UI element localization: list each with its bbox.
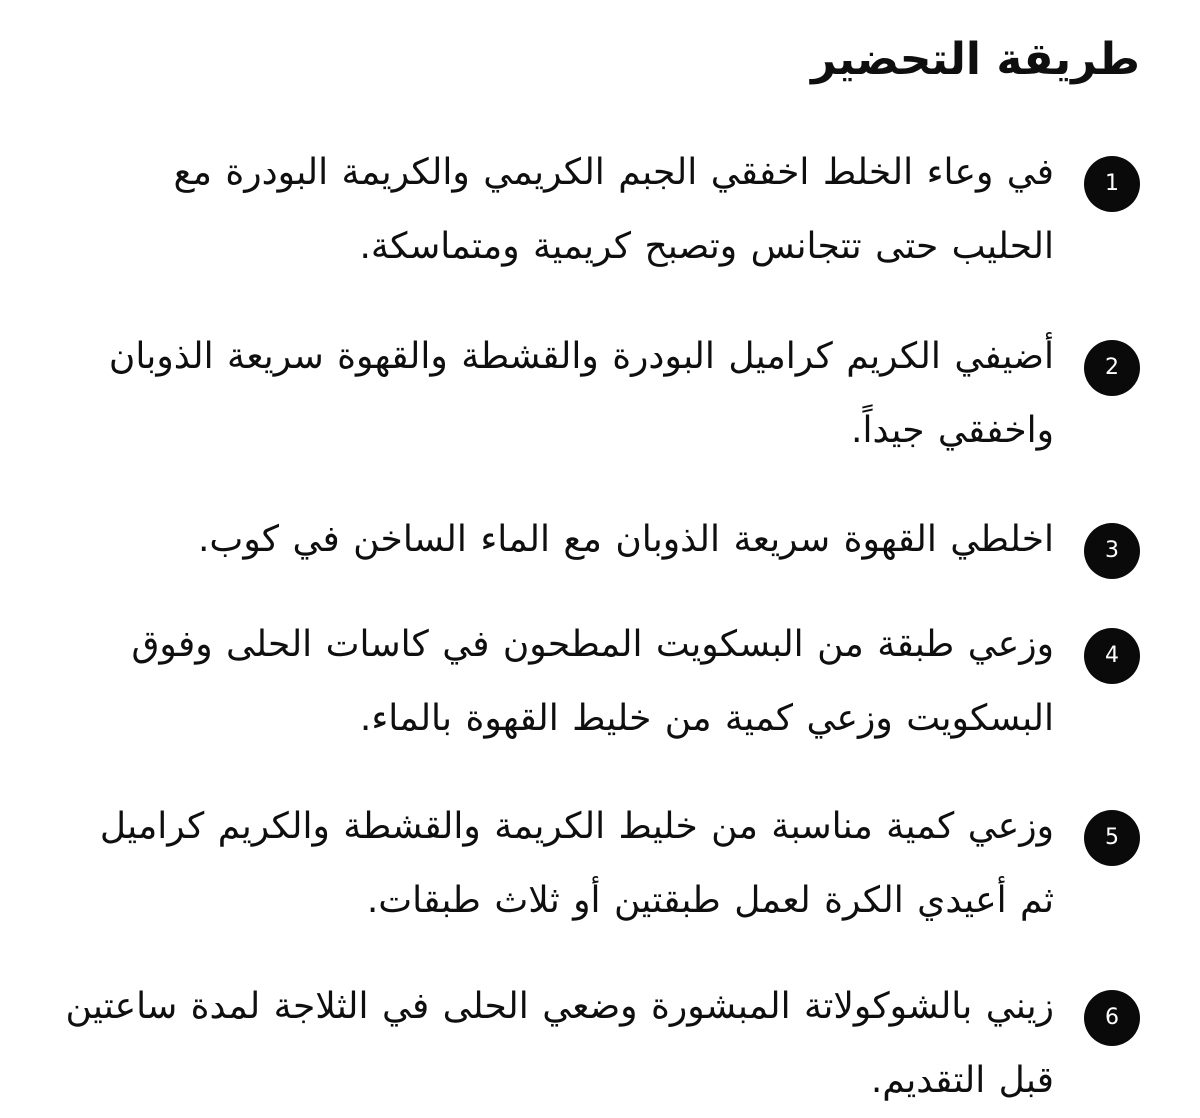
step-item-3: [60, 503, 1140, 579]
step-item-4: [60, 608, 1140, 756]
step-item-5: [60, 790, 1140, 938]
section-title: طريقة التحضير: [811, 34, 1140, 85]
step-item-1: [60, 136, 1140, 284]
step-number-badge: 1: [1084, 156, 1140, 212]
step-text: اخلطي القهوة سريعة الذوبان مع الماء الساخن في كوب.: [197, 519, 1054, 560]
step-number-badge: 5: [1084, 810, 1140, 866]
step-text: أضيفي الكريم كراميل البودرة والقشطة والقهوة سريعة الذوبان واخفقي جيداً.: [108, 336, 1054, 451]
step-number-badge: 4: [1084, 628, 1140, 684]
step-text: وزعي كمية مناسبة من خليط الكريمة والقشطة والكريم كراميل ثم أعيدي الكرة لعمل طبقتين أو ثلاث طبقات.: [99, 806, 1054, 921]
step-text: زيني بالشوكولاتة المبشورة وضعي الحلى في الثلاجة لمدة ساعتين قبل التقديم.: [65, 986, 1054, 1101]
step-number-badge: 3: [1084, 523, 1140, 579]
step-number-badge: 2: [1084, 340, 1140, 396]
step-item-2: [60, 320, 1140, 468]
step-text: وزعي طبقة من البسكويت المطحون في كاسات الحلى وفوق البسكويت وزعي كمية من خليط القهوة بالماء.: [131, 624, 1054, 739]
step-number-badge: 6: [1084, 990, 1140, 1046]
step-text: في وعاء الخلط اخفقي الجبم الكريمي والكريمة البودرة مع الحليب حتى تتجانس وتصبح كريمية ومتماسكة.: [173, 152, 1054, 267]
step-item-6: [60, 970, 1140, 1118]
